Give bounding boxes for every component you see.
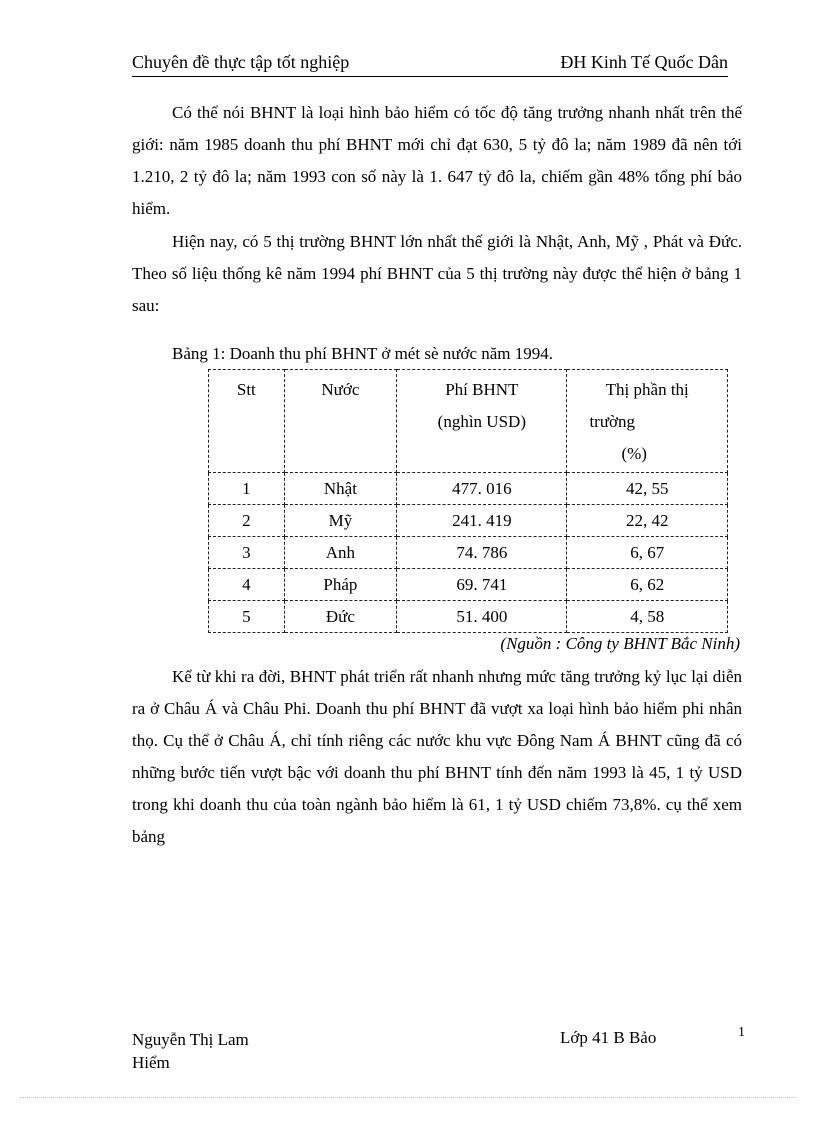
header-fee-line2: (nghìn USD): [437, 412, 526, 431]
header-stt: Stt: [209, 370, 285, 473]
cell-fee: 477. 016: [397, 473, 567, 505]
cell-stt: 2: [209, 505, 285, 537]
cell-share: 42, 55: [567, 473, 728, 505]
cell-share: 4, 58: [567, 601, 728, 633]
cell-fee: 51. 400: [397, 601, 567, 633]
footer-author: [132, 1028, 249, 1074]
premium-table: [208, 369, 728, 633]
cell-stt: 3: [209, 537, 285, 569]
paragraph-1: Có thể nói BHNT là loại hình bảo hiểm có tốc độ tăng trưởng nhanh nhất trên thế giới: năm 1985 doanh thu phí BHNT mới chỉ đạt 630, 5 tỷ đô la; năm 1989 đã nên tới 1.210, 2 tỷ đô la; năm 1993 con số này là 1. 647 tỷ đô la, chiếm gần 48% tổng phí bảo hiểm.: [132, 103, 742, 218]
cell-country: Nhật: [284, 473, 397, 505]
footer-author-line1: Nguyễn Thị Lam: [132, 1030, 249, 1049]
header-share: [567, 370, 728, 473]
table-row: [209, 473, 728, 505]
table-row: [209, 601, 728, 633]
cell-fee: 241. 419: [397, 505, 567, 537]
footer-class: Lớp 41 B Bảo: [560, 1028, 657, 1047]
header-left-title: Chuyên đề thực tập tốt nghiệp: [132, 52, 350, 72]
page-bottom-divider: [20, 1097, 796, 1098]
header-fee-line1: Phí BHNT: [445, 380, 519, 399]
page-number: 1: [738, 1025, 745, 1040]
cell-stt: 5: [209, 601, 285, 633]
cell-country: Anh: [284, 537, 397, 569]
table-header-row: [209, 370, 728, 473]
table-row: [209, 569, 728, 601]
table-row: [209, 505, 728, 537]
header-share-line3: (%): [621, 444, 647, 463]
header-share-line1: Thị phần thị: [605, 380, 689, 399]
table-caption: Bảng 1: Doanh thu phí BHNT ở mét sè nước năm 1994.: [172, 344, 554, 363]
cell-share: 6, 67: [567, 537, 728, 569]
cell-share: 22, 42: [567, 505, 728, 537]
cell-stt: 4: [209, 569, 285, 601]
table-row: [209, 537, 728, 569]
cell-share: 6, 62: [567, 569, 728, 601]
paragraph-3: Kể từ khi ra đời, BHNT phát triển rất nhanh nhưng mức tăng trưởng kỷ lục lại diễn ra ở Châu Á và Châu Phi. Doanh thu phí BHNT đã vượt xa loại hình bảo hiểm phi nhân thọ. Cụ thể ở Châu Á, chỉ tính riêng các nước khu vực Đông Nam Á BHNT cũng đã có những bước tiến vượt bậc với doanh thu phí BHNT tính đến năm 1993 là 45, 1 tỷ USD trong khi doanh thu của toàn ngành bảo hiểm là 61, 1 tỷ USD chiếm 73,8%. cụ thể xem bảng: [132, 667, 742, 846]
cell-country: Mỹ: [284, 505, 397, 537]
header-country: Nước: [284, 370, 397, 473]
table-source: (Nguồn : Công ty BHNT Bắc Ninh): [500, 634, 740, 653]
paragraph-2: Hiện nay, có 5 thị trường BHNT lớn nhất thế giới là Nhật, Anh, Mỹ , Phát và Đức. Theo số liệu thống kê năm 1994 phí BHNT của 5 thị trường này được thể hiện ở bảng 1 sau:: [132, 232, 742, 315]
header-right-title: ĐH Kinh Tế Quốc Dân: [560, 52, 728, 72]
header-share-line2: trường: [589, 412, 636, 431]
footer-author-line2: Hiểm: [132, 1053, 170, 1072]
cell-stt: 1: [209, 473, 285, 505]
page-header: [132, 52, 728, 77]
cell-country: Pháp: [284, 569, 397, 601]
cell-fee: 69. 741: [397, 569, 567, 601]
cell-country: Đức: [284, 601, 397, 633]
cell-fee: 74. 786: [397, 537, 567, 569]
header-fee: [397, 370, 567, 473]
